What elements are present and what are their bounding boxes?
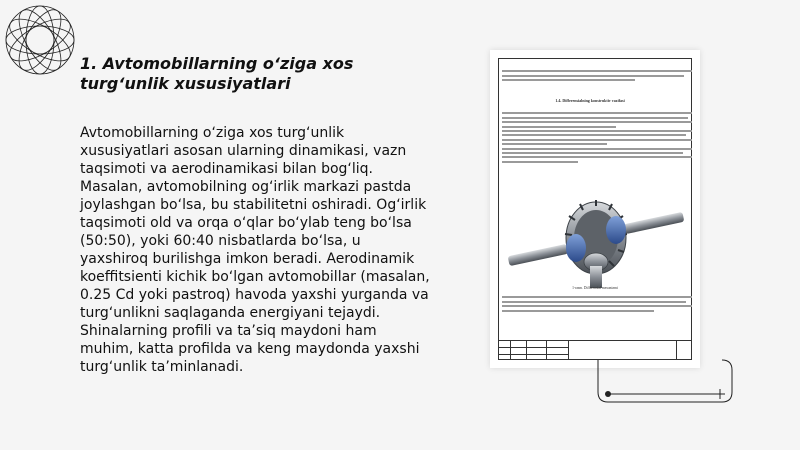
- document-body-paragraphs: [502, 110, 692, 165]
- document-figure-caption: 1-rasm. Differensial mexanizmi: [572, 286, 618, 290]
- document-section-heading: 1.4. Differensialning konstruktiv vazifasi: [555, 98, 625, 103]
- document-top-paragraph: [502, 68, 692, 84]
- document-page-image: [490, 50, 700, 368]
- slide-body-text: Avtomobillarning o‘ziga xos turg‘unlik xususiyatlari asosan ularning dinamikasi, vazn taqsimoti va aerodinamikasi bilan bog‘liq. Masalan, avtomobilning og‘irlik markazi pastda joylashgan bo‘lsa, bu stabilitetni oshiradi. Og‘irlik taqsimoti old va orqa o‘qlar bo‘ylab teng bo‘lsa (50:50), yoki 60:40 nisbatlarda bo‘lsa, u yaxshiroq burilishga imkon beradi. Aerodinamik koeffitsienti kichik bo‘lgan avtomobillar (masalan, 0.25 Cd yoki pastroq) havoda yaxshi yurganda va turg‘unlikni saqlaganda energiyani tejaydi. Shinalarning profili va ta’siq maydoni ham muhim, katta profilda va keng maydonda yaxshi turg‘unlik ta’minlanadi.: [80, 125, 430, 375]
- slide-title: 1. Avtomobillarning o‘ziga xos turg‘unlik xususiyatlari: [80, 54, 354, 93]
- document-bottom-paragraph: [502, 294, 692, 314]
- differential-gear-illustration: [504, 190, 688, 290]
- slider-track-icon: [596, 356, 734, 406]
- circle-lattice-icon: [4, 4, 76, 76]
